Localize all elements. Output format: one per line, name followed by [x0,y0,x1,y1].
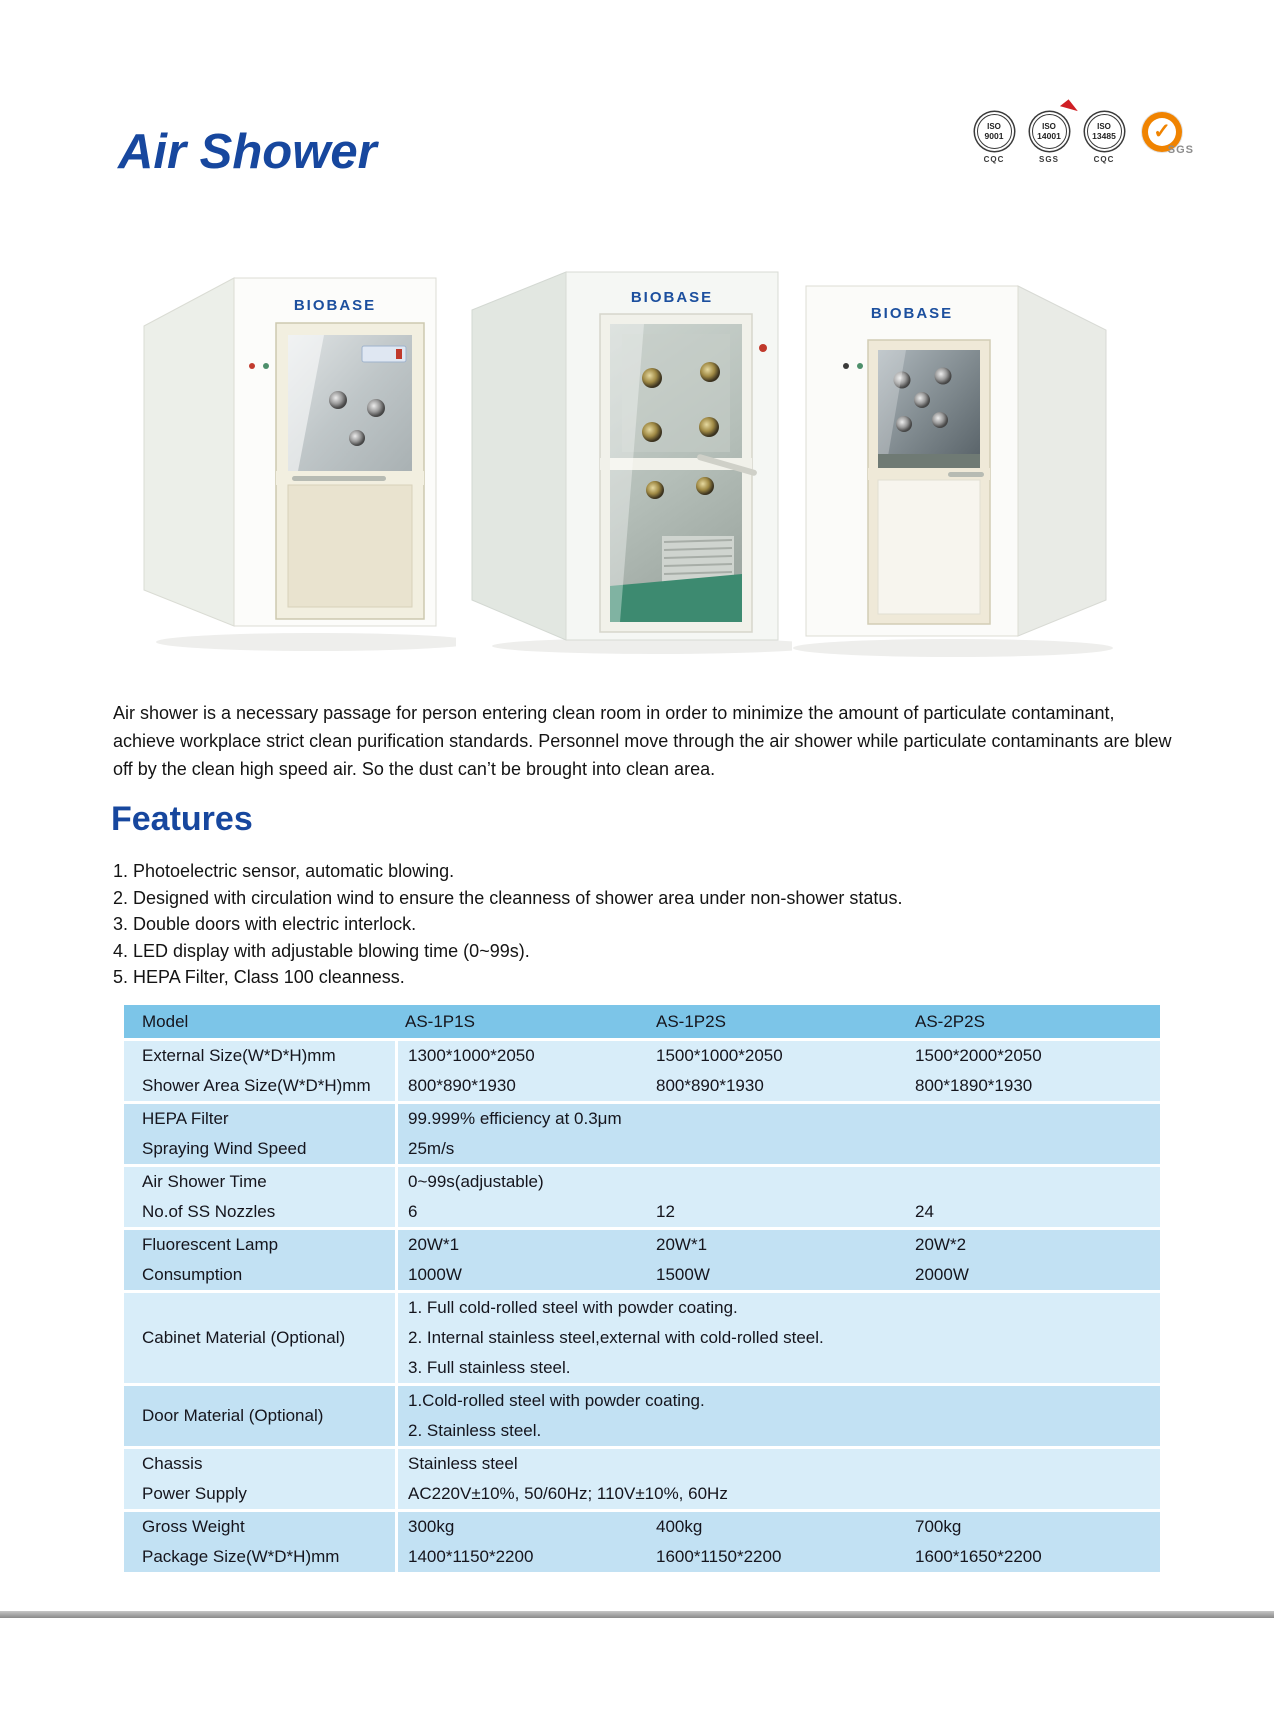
spec-value: 1400*1150*2200 [395,1542,646,1572]
nozzle-icon [699,417,719,437]
sgs-label: SGS [1167,144,1194,156]
iso-13485-badge [1081,110,1127,164]
iso-14001-badge [1026,110,1072,164]
spec-value: 24 [915,1202,934,1221]
spec-table [124,1005,1160,1572]
spec-group [124,1512,1160,1572]
spec-row-label: Power Supply [142,1484,247,1503]
spec-group [124,1104,1160,1164]
feature-item: 4. LED display with adjustable blowing time (0~99s). [113,940,530,961]
feature-item: 1. Photoelectric sensor, automatic blowing. [113,861,455,881]
spec-value-line: 1.Cold-rolled steel with powder coating. [395,1386,1160,1416]
nozzle-icon [932,412,948,428]
spec-value: 12 [656,1202,675,1221]
spec-value: 700kg [915,1517,962,1536]
biobase-logo: BIOBASE [293,297,377,314]
product-image-air-shower-3 [788,248,1118,660]
certification-badges [971,110,1194,164]
feature-item: 3. Double doors with electric interlock. [113,914,417,934]
spec-value-span: AC220V±10%, 50/60Hz; 110V±10%, 60Hz [395,1479,1160,1509]
cqc-label: CQC [1093,155,1115,164]
spec-value-span: Stainless steel [395,1449,1160,1479]
spec-header-AS-2P2S: AS-2P2S [915,1011,985,1031]
nozzle-icon [642,422,662,442]
spec-value-span: 0~99s(adjustable) [395,1167,1160,1197]
nozzle-icon [696,477,714,495]
spec-row-label: No.of SS Nozzles [142,1202,276,1221]
nozzle-icon [935,368,952,385]
spec-group [124,1449,1160,1509]
spec-value-span: 99.999% efficiency at 0.3μm [395,1104,1160,1134]
feature-item: 2. Designed with circulation wind to ensure the cleanness of shower area under non-shower status. [113,887,903,908]
features-list [113,858,902,991]
spec-value: 1300*1000*2050 [395,1041,646,1071]
sgs-label-small: SGS [1039,155,1059,164]
spec-value: 2000W [915,1265,969,1284]
spec-value-line: 2. Stainless steel. [395,1416,1160,1446]
spec-value: 1600*1150*2200 [656,1547,782,1566]
led-indicator-dark [843,363,849,369]
door-handle [948,472,984,477]
spec-row-label: External Size(W*D*H)mm [142,1046,336,1065]
check-icon: ✓ [1148,118,1176,146]
nozzle-icon [914,392,930,408]
spec-table-header [124,1005,1160,1038]
spec-header-model: Model [142,1011,189,1031]
led-indicator-green [263,363,269,369]
nozzle-icon [349,430,365,446]
spec-row-label: Consumption [142,1265,243,1284]
spec-group [124,1041,1160,1101]
air-shower-illustration-3 [788,248,1118,660]
spec-value: 1500W [656,1265,710,1284]
air-shower-illustration-1 [126,248,456,660]
feature-item: 5. HEPA Filter, Class 100 cleanness. [113,967,405,987]
spec-value: 400kg [656,1517,703,1536]
spec-value: 800*890*1930 [656,1076,764,1095]
spec-group [124,1167,1160,1227]
spec-row-label: Shower Area Size(W*D*H)mm [142,1076,371,1095]
spec-value: 6 [395,1197,646,1227]
spec-row-label: Cabinet Material (Optional) [142,1328,346,1347]
spec-value: 800*890*1930 [395,1071,646,1101]
spec-row-label: Door Material (Optional) [142,1406,324,1425]
nozzle-icon [896,416,912,432]
spec-value-span: 25m/s [395,1134,1160,1164]
led-indicator-red [249,363,255,369]
spec-row-label: Gross Weight [142,1517,245,1536]
spec-row-label: Spraying Wind Speed [142,1139,307,1158]
iso-13485-seal-icon: ISO 13485 [1087,114,1122,149]
spec-header-AS-1P1S: AS-1P1S [405,1011,475,1031]
spec-value-line: 1. Full cold-rolled steel with powder coating. [395,1293,1160,1323]
nozzle-icon [329,391,347,409]
nozzle-icon [367,399,385,417]
biobase-logo: BIOBASE [870,305,954,322]
spec-group [124,1386,1160,1446]
spec-row-label: Fluorescent Lamp [142,1235,279,1254]
spec-value: 20W*1 [656,1235,708,1254]
cqc-label: CQC [983,155,1005,164]
spec-value: 1500*2000*2050 [915,1046,1042,1065]
spec-value: 300kg [395,1512,646,1542]
iso-14001-seal-icon: ISO 14001 [1032,114,1067,149]
spec-value: 1600*1650*2200 [915,1547,1042,1566]
air-shower-illustration-2 [462,248,792,660]
spec-value: 800*1890*1930 [915,1076,1033,1095]
biobase-logo: BIOBASE [630,289,714,306]
led-indicator-green [857,363,863,369]
sgs-badge [1136,110,1194,156]
product-description: Air shower is a necessary passage for person entering clean room in order to minimize the amount of particulate contaminant, achieve workplace strict clean purification standards. Personnel move through the air shower while particulate contaminants are blew off by the clean high speed air. So the dust can’t be brought into clean area. [113,703,1172,779]
spec-row-label: Air Shower Time [142,1172,267,1191]
footer-divider [0,1611,1274,1618]
nozzle-icon [700,362,720,382]
spec-value: 1500*1000*2050 [656,1046,783,1065]
spec-group [124,1293,1160,1383]
emergency-button [759,344,767,352]
spec-header-AS-1P2S: AS-1P2S [656,1011,726,1031]
spec-value-line: 3. Full stainless steel. [395,1353,1160,1383]
spec-value: 1000W [395,1260,646,1290]
product-images-row [0,248,1274,663]
spec-group [124,1230,1160,1290]
spec-value: 20W*2 [915,1235,967,1254]
door-lower-panel [878,480,980,614]
iso-9001-seal-icon: ISO 9001 [977,114,1012,149]
spec-row-label: HEPA Filter [142,1109,229,1128]
features-heading: Features [111,800,253,838]
product-image-air-shower-2 [462,248,792,660]
spec-row-label: Package Size(W*D*H)mm [142,1547,340,1566]
product-image-air-shower-1 [126,248,456,660]
window-sill [878,454,980,468]
nozzle-icon [642,368,662,388]
door-lower-panel [288,485,412,607]
iso-9001-badge [971,110,1017,164]
nozzle-icon [646,481,664,499]
door-handle [292,476,386,481]
spec-value: 20W*1 [395,1230,646,1260]
spec-value-line: 2. Internal stainless steel,external with cold-rolled steel. [395,1323,1160,1353]
page-title: Air Shower [118,125,377,179]
spec-row-label: Chassis [142,1454,203,1473]
